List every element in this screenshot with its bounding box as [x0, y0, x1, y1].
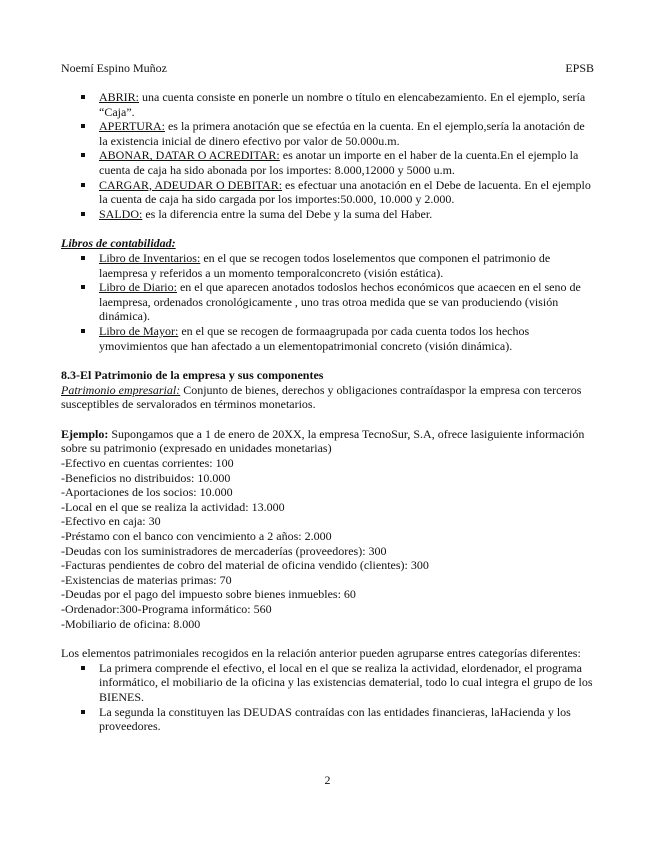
term-label: SALDO: [99, 206, 143, 221]
term-label: CARGAR, ADEUDAR O DEBITAR: [99, 177, 283, 192]
book-label: Libro de Inventarios: [99, 250, 201, 265]
list-item [61, 178, 596, 207]
spacer [61, 221, 596, 236]
term-description: es la diferencia entre la suma del Debe y la suma del Haber. [142, 206, 433, 221]
example-line: -Existencias de materias primas: 70 [61, 572, 232, 587]
example-line: -Facturas pendientes de cobro del material de oficina vendido (clientes): 300 [61, 558, 429, 573]
header-author: Noemí Espino Muñoz [61, 61, 167, 75]
book-label: Libro de Diario: [99, 280, 177, 295]
example-intro-text: Supongamos que a 1 de enero de 20XX, la empresa TecnoSur, S.A, ofrece lasiguiente información sobre su patrimonio (expresado en unidades monetarias) [61, 426, 585, 456]
section-heading: 8.3-El Patrimonio de la empresa y sus componentes [61, 368, 324, 383]
page-number: 2 [324, 773, 331, 787]
grouping-intro: Los elementos patrimoniales recogidos en la relación anterior pueden agruparse entres categorías diferentes: [61, 646, 581, 661]
definition-text: Conjunto de bienes, derechos y obligaciones contraídaspor la empresa con terceros susceptibles de servalorados en términos monetarios. [61, 382, 582, 412]
book-label: Libro de Mayor: [99, 323, 179, 338]
page-content [61, 90, 596, 734]
definition-term: Patrimonio empresarial: [61, 382, 181, 397]
page-header [61, 61, 594, 77]
spacer [61, 631, 596, 646]
term-description: es la primera anotación que se efectúa en la cuenta. En el ejemplo,sería la anotación de la existencia inicial de dinero efectivo por valor de 50.000u.m. [99, 119, 585, 148]
grouping-list [61, 661, 596, 734]
example-line: -Deudas por el pago del impuesto sobre bienes inmuebles: 60 [61, 587, 356, 602]
list-item [61, 90, 596, 119]
term-label: ABONAR, DATAR O ACREDITAR: [99, 148, 280, 163]
example-line: -Mobiliario de oficina: 8.000 [61, 616, 201, 631]
book-description: en el que aparecen anotados todoslos hechos económicos que acaecen en el seno de laempresa, ordenados cronológicamente , uno tras otroa medida que se van produciendo (visión dinámica). [99, 280, 581, 324]
list-item [61, 251, 596, 280]
example-line: -Local en el que se realiza la actividad: 13.000 [61, 499, 285, 514]
term-description: una cuenta consiste en ponerle un nombre o título en elencabezamiento. En el ejemplo, sería “Caja”. [99, 90, 586, 119]
spacer [61, 412, 596, 427]
book-description: en el que se recogen de formaagrupada por cada cuenta todos los hechos ymovimientos que han afectado a un elementopatrimonial concreto (visión dinámica). [99, 323, 530, 353]
term-label: ABRIR: [99, 90, 140, 104]
term-label: APERTURA: [99, 119, 165, 134]
example-line: -Efectivo en caja: 30 [61, 514, 161, 529]
example-line: -Deudas con los suministradores de mercaderías (proveedores): 300 [61, 543, 387, 558]
term-description: es anotar un importe en el haber de la cuenta.En el ejemplo la cuenta de caja ha sido abonada por los importes: 8.000,12000 y 5000 u.m. [99, 148, 579, 177]
terms-list [61, 90, 596, 221]
list-item [61, 119, 596, 148]
list-item [61, 324, 596, 353]
list-item [61, 280, 596, 324]
term-description: es efectuar una anotación en el Debe de lacuenta. En el ejemplo la cuenta de caja ha sido cargada por los importes:50.000, 10.000 y 2.000. [99, 177, 591, 207]
example-line: -Beneficios no distribuidos: 10.000 [61, 470, 231, 485]
spacer [61, 353, 596, 368]
books-title: Libros de contabilidad: [61, 236, 176, 251]
book-description: en el que se recogen todos loselementos que componen el patrimonio de laempresa y referidos a un momento temporalconcreto (visión estática). [99, 250, 551, 280]
example-line: -Ordenador:300-Programa informático: 560 [61, 602, 272, 616]
list-item [61, 207, 596, 222]
books-list [61, 251, 596, 353]
example-intro [61, 427, 596, 456]
example-line: -Efectivo en cuentas corrientes: 100 [61, 456, 234, 471]
list-item: La primera comprende el efectivo, el local en el que se realiza la actividad, elordenador, el programa informático, el mobiliario de la oficina y las existencias dematerial, todo lo cual integra el grupo de los BIENES. [61, 661, 596, 705]
header-org: EPSB [565, 61, 594, 75]
example-label: Ejemplo: [61, 426, 109, 441]
list-item: La segunda la constituyen las DEUDAS contraídas con las entidades financieras, laHacienda y los proveedores. [61, 705, 596, 734]
list-item [61, 148, 596, 177]
example-line: -Préstamo con el banco con vencimiento a 2 años: 2.000 [61, 529, 332, 544]
example-line: -Aportaciones de los socios: 10.000 [61, 485, 233, 500]
patrimonio-definition [61, 383, 596, 412]
